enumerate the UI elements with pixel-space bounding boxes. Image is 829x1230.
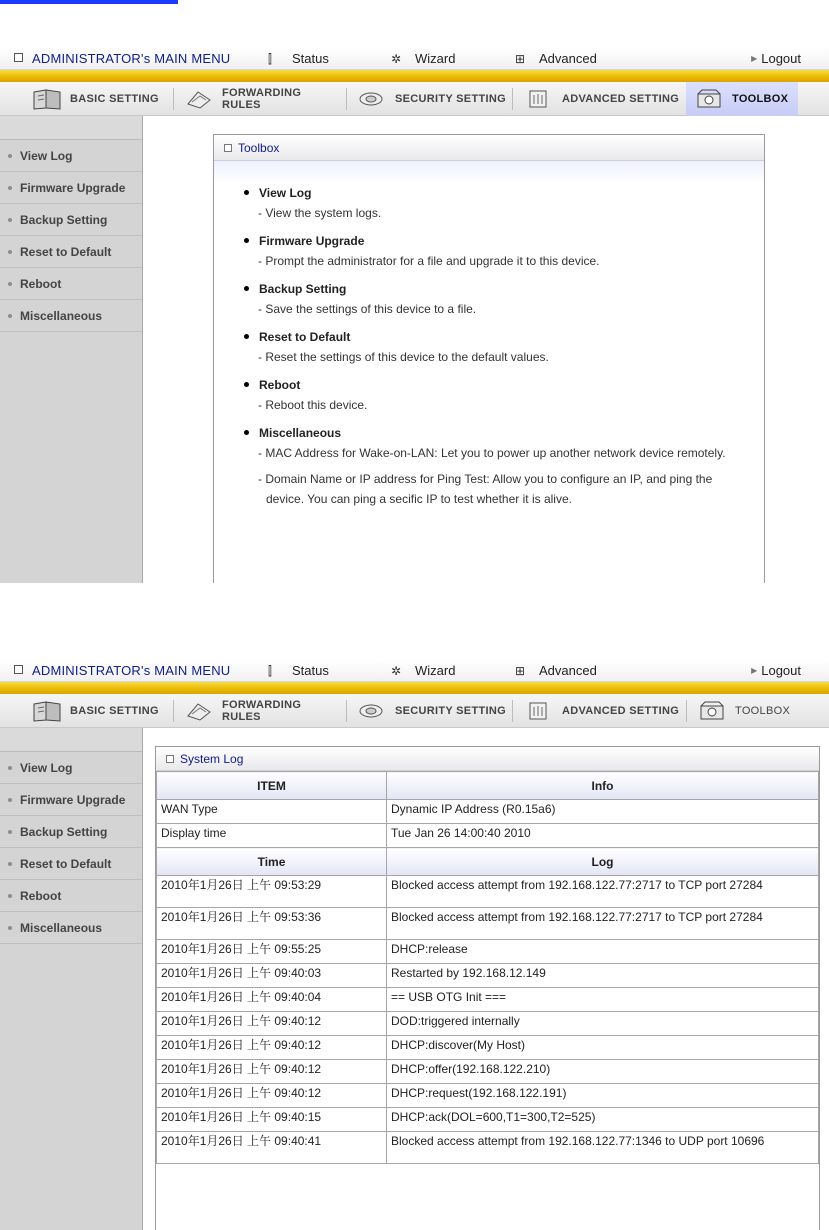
sidebar-item-reboot[interactable]: Reboot [0, 268, 142, 300]
log-time: 2010年1月26日 上午 09:40:12 [157, 1084, 387, 1108]
toolbox-list [214, 183, 764, 509]
tab-security-label: SECURITY SETTING [395, 93, 506, 105]
toolbox-item-desc: - Reset the settings of this device to the default values. [258, 350, 549, 364]
column-header-item: ITEM [157, 772, 387, 800]
toolbox-item-title: Firmware Upgrade [259, 234, 365, 248]
tab-toolbox[interactable] [686, 82, 798, 116]
table-row [157, 876, 819, 908]
toolbox-screen [0, 48, 829, 583]
log-time: 2010年1月26日 上午 09:40:04 [157, 988, 387, 1012]
toolbox-item-desc: - View the system logs. [258, 206, 382, 220]
book-icon [32, 700, 62, 722]
bullet-icon [244, 286, 249, 291]
table-row [157, 988, 819, 1012]
log-time: 2010年1月26日 上午 09:53:29 [157, 876, 387, 908]
sidebar-item-view-log[interactable]: View Log [0, 752, 142, 784]
menu-square-icon [14, 665, 23, 674]
toolbox-item-title: Reboot [259, 378, 301, 392]
sidebar-item-view-log[interactable]: View Log [0, 140, 142, 172]
tab-toolbox[interactable] [689, 694, 798, 728]
main-menu-link[interactable] [14, 663, 230, 678]
log-message: Blocked access attempt from 192.168.122.77:1346 to UDP port 10696 [387, 1132, 819, 1164]
toolbox-item-title: View Log [259, 186, 312, 200]
tab-basic-label: BASIC SETTING [70, 93, 159, 105]
table-row [157, 1108, 819, 1132]
status-link[interactable] [268, 51, 329, 67]
wan-type-value: Dynamic IP Address (R0.15a6) [387, 800, 819, 824]
panel-square-icon [224, 144, 232, 152]
advanced-label: Advanced [539, 51, 597, 66]
table-row [157, 1084, 819, 1108]
log-message: == USB OTG Init === [387, 988, 819, 1012]
log-time: 2010年1月26日 上午 09:40:12 [157, 1060, 387, 1084]
tab-bar [0, 82, 829, 116]
bullet-icon [8, 798, 12, 802]
status-link[interactable] [268, 663, 329, 679]
forwarding-icon [184, 700, 214, 722]
toolbox-icon [694, 88, 724, 110]
book-icon [32, 88, 62, 110]
bullet-icon [8, 282, 12, 286]
column-header-log: Log [387, 848, 819, 876]
main-menu-link[interactable] [14, 51, 230, 66]
log-message: Blocked access attempt from 192.168.122.77:2717 to TCP port 27284 [387, 876, 819, 908]
bullet-icon [244, 382, 249, 387]
tab-advanced-setting[interactable] [516, 82, 684, 116]
gold-divider [0, 682, 829, 694]
table-row [157, 908, 819, 940]
sidebar-item-reboot[interactable]: Reboot [0, 880, 142, 912]
tab-basic-setting[interactable] [24, 82, 170, 116]
tab-advanced-setting[interactable] [516, 694, 684, 728]
advanced-label: Advanced [539, 663, 597, 678]
sidebar-header [0, 728, 142, 752]
system-log-screen [0, 660, 829, 1230]
bullet-icon [8, 250, 12, 254]
security-icon [357, 700, 387, 722]
sidebar-item-miscellaneous[interactable]: Miscellaneous [0, 912, 142, 944]
tab-forwarding-label: FORWARDING RULES [222, 699, 302, 723]
tab-toolbox-label: TOOLBOX [732, 93, 789, 105]
menu-square-icon [14, 53, 23, 62]
log-time: 2010年1月26日 上午 09:40:15 [157, 1108, 387, 1132]
table-row [157, 940, 819, 964]
table-row [157, 1036, 819, 1060]
bullet-icon [244, 430, 249, 435]
log-time: 2010年1月26日 上午 09:40:41 [157, 1132, 387, 1164]
log-message: Blocked access attempt from 192.168.122.77:2717 to TCP port 27284 [387, 908, 819, 940]
sidebar-item-reset-to-default[interactable]: Reset to Default [0, 848, 142, 880]
forwarding-icon [184, 88, 214, 110]
wizard-label: Wizard [415, 663, 456, 678]
logout-arrow-icon: ▶ [751, 54, 758, 63]
toolbox-item-desc: - Domain Name or IP address for Ping Test: Allow you to configure an IP, and ping the device. You can ping a secific IP to test whether it is alive. [258, 472, 713, 506]
sidebar [0, 728, 143, 1230]
tab-bar [0, 694, 829, 728]
advanced-setting-icon [524, 88, 554, 110]
sidebar-item-firmware-upgrade[interactable]: Firmware Upgrade [0, 172, 142, 204]
toolbox-item [244, 327, 750, 367]
table-row [157, 964, 819, 988]
toolbox-item [244, 231, 750, 271]
log-message: DHCP:ack(DOL=600,T1=300,T2=525) [387, 1108, 819, 1132]
display-time-value: Tue Jan 26 14:00:40 2010 [387, 824, 819, 848]
tab-forwarding-rules[interactable] [176, 82, 342, 116]
bullet-icon [8, 894, 12, 898]
log-message: Restarted by 192.168.12.149 [387, 964, 819, 988]
bullet-icon [8, 154, 12, 158]
log-time: 2010年1月26日 上午 09:55:25 [157, 940, 387, 964]
toolbox-item [244, 183, 750, 223]
top-link-underline[interactable] [0, 0, 178, 4]
toolbox-item [244, 375, 750, 415]
tab-security-setting[interactable] [349, 694, 509, 728]
table-row [157, 824, 819, 848]
toolbox-item-desc: - MAC Address for Wake-on-LAN: Let you to power up another network device remotely. [258, 446, 726, 460]
bullet-icon [8, 862, 12, 866]
table-row [157, 1132, 819, 1164]
log-time: 2010年1月26日 上午 09:40:12 [157, 1036, 387, 1060]
table-header-row [157, 848, 819, 876]
toolbox-item-desc: - Save the settings of this device to a file. [258, 302, 477, 316]
status-icon: ⫿ [268, 664, 272, 678]
wizard-link[interactable] [391, 663, 455, 678]
sidebar-header [0, 116, 142, 140]
bullet-icon [8, 218, 12, 222]
tab-forwarding-rules[interactable] [176, 694, 342, 728]
table-row [157, 1060, 819, 1084]
gold-divider [0, 70, 829, 82]
advanced-link[interactable] [515, 51, 597, 66]
log-time: 2010年1月26日 上午 09:53:36 [157, 908, 387, 940]
toolbox-item-desc: - Prompt the administrator for a file and upgrade it to this device. [258, 254, 600, 268]
bullet-icon [8, 314, 12, 318]
system-log-panel [155, 746, 820, 1230]
wan-type-label: WAN Type [157, 800, 387, 824]
toolbox-item [244, 423, 750, 509]
logout-label: Logout [761, 663, 801, 678]
tab-toolbox-label: TOOLBOX [735, 705, 791, 717]
bullet-icon [244, 190, 249, 195]
log-message: DHCP:request(192.168.122.191) [387, 1084, 819, 1108]
wizard-icon: ✲ [391, 664, 402, 678]
logout-arrow-icon: ▶ [751, 666, 758, 675]
advanced-icon: ⊞ [515, 52, 526, 66]
bullet-icon [244, 334, 249, 339]
advanced-link[interactable] [515, 663, 597, 678]
bullet-icon [8, 766, 12, 770]
log-message: DHCP:discover(My Host) [387, 1036, 819, 1060]
main-menu-label: ADMINISTRATOR's MAIN MENU [32, 51, 231, 66]
logout-link[interactable] [751, 51, 801, 66]
advanced-icon: ⊞ [515, 664, 526, 678]
status-icon: ⫿ [268, 52, 272, 66]
main-menu-bar [0, 48, 829, 70]
tab-security-label: SECURITY SETTING [395, 705, 506, 717]
toolbox-panel [213, 134, 765, 583]
sidebar-item-backup-setting[interactable]: Backup Setting [0, 204, 142, 236]
security-icon [357, 88, 387, 110]
display-time-label: Display time [157, 824, 387, 848]
sidebar-item-reset-to-default[interactable]: Reset to Default [0, 236, 142, 268]
main-menu-label: ADMINISTRATOR's MAIN MENU [32, 663, 231, 678]
logout-link[interactable] [751, 663, 801, 678]
tab-security-setting[interactable] [349, 82, 509, 116]
tab-forwarding-label: FORWARDING RULES [222, 87, 302, 111]
tab-advanced-label: ADVANCED SETTING [562, 93, 680, 105]
log-time: 2010年1月26日 上午 09:40:12 [157, 1012, 387, 1036]
status-label: Status [292, 51, 329, 66]
main-menu-bar [0, 660, 829, 682]
column-header-info: Info [387, 772, 819, 800]
toolbox-panel-header [214, 135, 764, 161]
logout-label: Logout [761, 51, 801, 66]
toolbox-icon [697, 700, 727, 722]
log-message: DOD:triggered internally [387, 1012, 819, 1036]
bullet-icon [244, 238, 249, 243]
sidebar-item-backup-setting[interactable]: Backup Setting [0, 816, 142, 848]
toolbox-item-desc: - Reboot this device. [258, 398, 368, 412]
tab-basic-setting[interactable] [24, 694, 170, 728]
bullet-icon [8, 926, 12, 930]
toolbox-item-title: Backup Setting [259, 282, 347, 296]
table-row [157, 800, 819, 824]
sidebar [0, 116, 143, 583]
column-header-time: Time [157, 848, 387, 876]
system-log-header [156, 747, 819, 771]
system-log-table [156, 771, 819, 1164]
bullet-icon [8, 830, 12, 834]
tab-basic-label: BASIC SETTING [70, 705, 159, 717]
system-log-title: System Log [180, 751, 244, 766]
log-message: DHCP:release [387, 940, 819, 964]
status-label: Status [292, 663, 329, 678]
tab-advanced-label: ADVANCED SETTING [562, 705, 680, 717]
sidebar-item-firmware-upgrade[interactable]: Firmware Upgrade [0, 784, 142, 816]
toolbox-item [244, 279, 750, 319]
wizard-label: Wizard [415, 51, 456, 66]
bullet-icon [8, 186, 12, 190]
panel-square-icon [166, 755, 174, 763]
table-header-row [157, 772, 819, 800]
log-time: 2010年1月26日 上午 09:40:03 [157, 964, 387, 988]
sidebar-item-miscellaneous[interactable]: Miscellaneous [0, 300, 142, 332]
wizard-link[interactable] [391, 51, 455, 66]
table-row [157, 1012, 819, 1036]
toolbox-item-title: Miscellaneous [259, 426, 342, 440]
advanced-setting-icon [524, 700, 554, 722]
log-message: DHCP:offer(192.168.122.210) [387, 1060, 819, 1084]
wizard-icon: ✲ [391, 52, 402, 66]
toolbox-title: Toolbox [238, 140, 280, 155]
toolbox-item-title: Reset to Default [259, 330, 351, 344]
